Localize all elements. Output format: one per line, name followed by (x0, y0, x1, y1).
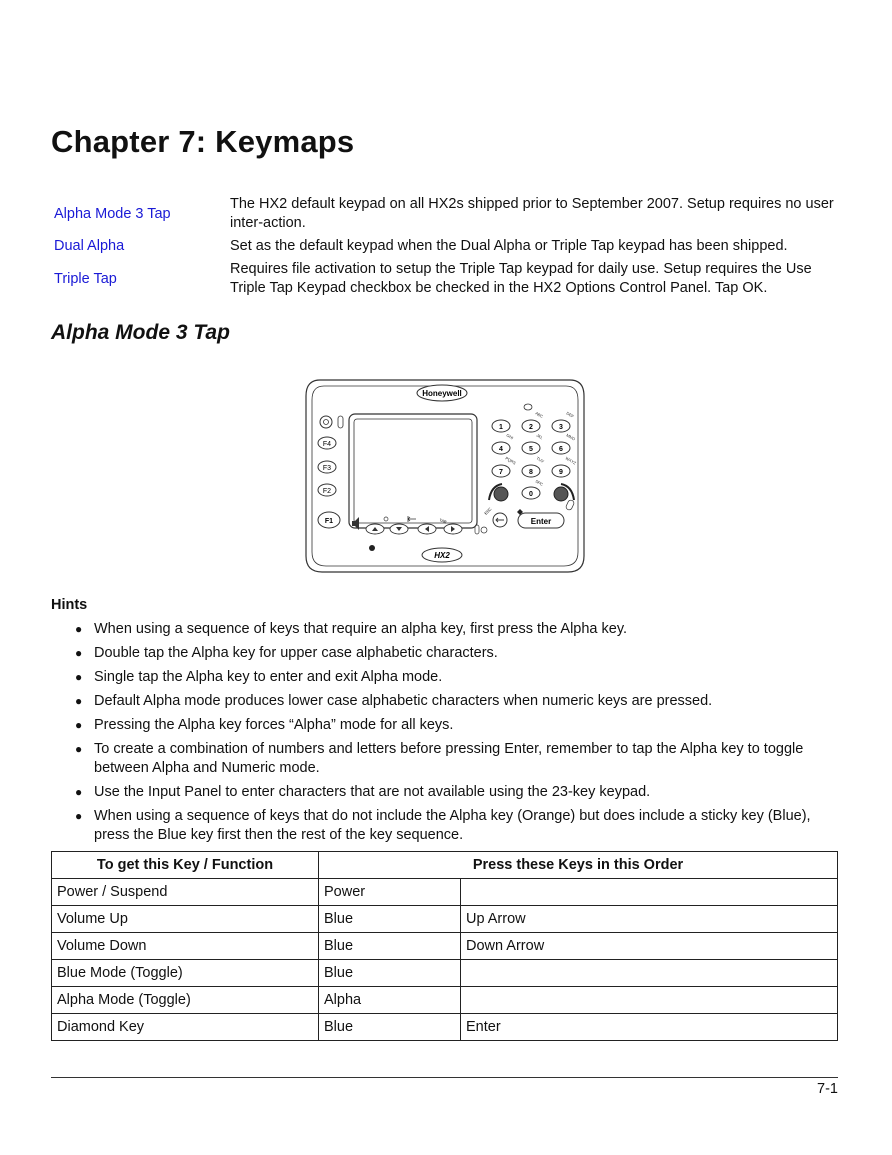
bullet-icon: ● (75, 646, 83, 660)
table-cell: Blue (319, 960, 461, 987)
column-header-keys: Press these Keys in this Order (319, 852, 838, 879)
letter-label-ghi: GHI (505, 432, 515, 441)
brand-logo: Honeywell (422, 389, 462, 398)
f2-key-label: F2 (322, 488, 332, 495)
table-cell: Enter (461, 1014, 838, 1041)
hint-item (51, 644, 846, 663)
hint-item (51, 716, 846, 735)
table-row (52, 879, 838, 906)
table-cell (461, 987, 838, 1014)
table-row (52, 987, 838, 1014)
table-cell: Blue Mode (Toggle) (52, 960, 319, 987)
table-cell: Power (319, 879, 461, 906)
bullet-icon: ● (75, 694, 83, 708)
hint-text: Pressing the Alpha key forces “Alpha” mode for all keys. (94, 717, 454, 733)
key-6-label: 6 (559, 446, 563, 453)
key-sequence-table (51, 851, 838, 1041)
model-logo: HX2 (434, 551, 450, 560)
table-cell: Up Arrow (461, 906, 838, 933)
tab-label: TAB (438, 517, 448, 525)
link-alpha-mode-3-tap[interactable]: Alpha Mode 3 Tap (54, 205, 171, 222)
lock-led-icon (475, 525, 487, 534)
hx2-keypad-illustration (302, 374, 588, 578)
key-2-label: 2 (529, 424, 533, 431)
table-cell: Down Arrow (461, 933, 838, 960)
bullet-icon: ● (75, 622, 83, 636)
table-cell: Alpha Mode (Toggle) (52, 987, 319, 1014)
hints-title: Hints (51, 597, 88, 613)
scan-left-key[interactable] (494, 487, 508, 501)
table-row (52, 933, 838, 960)
backtab-icon (408, 516, 416, 522)
f1-key-label: F1 (324, 518, 334, 525)
table-cell: Blue (319, 1014, 461, 1041)
key-8-label: 8 (529, 469, 533, 476)
enter-key-label: Enter (530, 517, 552, 526)
letter-label-def: DEF (565, 410, 575, 419)
hint-text: To create a combination of numbers and letters before pressing Enter, remember to tap the Alpha key to toggle between Alpha and Numeric mode. (94, 741, 804, 776)
letter-label-jkl: JKL (535, 432, 544, 441)
chapter-title: Chapter 7: Keymaps (51, 124, 355, 159)
letter-label-mno: MNO (565, 432, 577, 442)
key-3-label: 3 (559, 424, 563, 431)
f4-key-label: F4 (322, 441, 332, 448)
table-cell: Volume Down (52, 933, 319, 960)
hint-item (51, 740, 846, 778)
key-5-label: 5 (529, 446, 533, 453)
link-dual-alpha[interactable]: Dual Alpha (54, 238, 125, 254)
hint-text: When using a sequence of keys that require an alpha key, first press the Alpha key. (94, 621, 628, 637)
bullet-icon: ● (75, 670, 83, 684)
key-9-label: 9 (559, 469, 563, 476)
hint-item (51, 620, 846, 639)
esc-key[interactable] (493, 513, 507, 527)
f3-key-label: F3 (322, 465, 332, 472)
hint-item (51, 783, 846, 802)
screen (354, 419, 472, 523)
status-led-icon (338, 416, 343, 428)
hint-text: When using a sequence of keys that do not include the Alpha key (Orange) but does include a sticky key (Blue), press the Blue key first then the rest of the key sequence. (94, 808, 811, 843)
hint-text: Default Alpha mode produces lower case alphabetic characters when numeric keys are pressed. (94, 693, 713, 709)
table-cell (461, 960, 838, 987)
link-description: Set as the default keypad when the Dual Alpha or Triple Tap keypad has been shipped. (230, 238, 788, 254)
bullet-icon: ● (75, 785, 83, 799)
table-cell: Blue (319, 906, 461, 933)
indicator-icon (524, 404, 532, 410)
hint-text: Use the Input Panel to enter characters that are not available using the 23-key keypad. (94, 784, 651, 800)
hint-item (51, 668, 846, 687)
key-0-label: 0 (529, 491, 533, 498)
hints-list (51, 620, 846, 850)
table-cell: Volume Up (52, 906, 319, 933)
bullet-icon: ● (75, 809, 83, 823)
esc-label: ESC (483, 506, 493, 516)
link-description: The HX2 default keypad on all HX2s shipped prior to September 2007. Setup requires no user inter-action. (230, 196, 834, 231)
footer-divider (51, 1077, 838, 1078)
table-cell: Diamond Key (52, 1014, 319, 1041)
side-button-icon (565, 499, 575, 511)
key-1-label: 1 (499, 424, 503, 431)
keymap-link-table (51, 193, 846, 300)
letter-label-tuv: TUV (535, 455, 545, 464)
table-row (52, 960, 838, 987)
link-row (51, 193, 846, 235)
indicator-dot-icon (369, 545, 375, 551)
key-7-label: 7 (499, 469, 503, 476)
table-row (52, 1014, 838, 1041)
hint-item (51, 692, 846, 711)
letter-label-pqrs: PQRS (504, 455, 517, 466)
link-row (51, 258, 846, 300)
scan-right-key[interactable] (554, 487, 568, 501)
power-key[interactable] (320, 416, 332, 428)
table-cell: Alpha (319, 987, 461, 1014)
section-title: Alpha Mode 3 Tap (51, 321, 230, 344)
table-cell: Blue (319, 933, 461, 960)
table-cell (461, 879, 838, 906)
column-header-function: To get this Key / Function (52, 852, 319, 879)
link-triple-tap[interactable]: Triple Tap (54, 270, 117, 287)
key-4-label: 4 (499, 446, 503, 453)
bullet-icon: ● (75, 718, 83, 732)
hint-text: Double tap the Alpha key for upper case alphabetic characters. (94, 645, 498, 661)
table-cell: Power / Suspend (52, 879, 319, 906)
screen-bezel (349, 414, 477, 528)
letter-label-spc: SPC (534, 478, 545, 487)
bullet-icon: ● (75, 742, 83, 756)
brightness-icon (384, 517, 388, 521)
table-row (52, 906, 838, 933)
hint-text: Single tap the Alpha key to enter and exit Alpha mode. (94, 669, 443, 685)
letter-label-abc: ABC (534, 410, 545, 419)
letter-label-wxyz: WXYZ (564, 455, 578, 466)
page-number: 7-1 (817, 1081, 838, 1097)
device-body (306, 380, 584, 572)
hint-item (51, 807, 846, 845)
link-row (51, 235, 846, 258)
link-description: Requires file activation to setup the Triple Tap keypad for daily use. Setup requires the Use Triple Tap Keypad checkbox be checked in the HX2 Options Control Panel. Tap OK. (230, 261, 812, 296)
table-header-row (52, 852, 838, 879)
